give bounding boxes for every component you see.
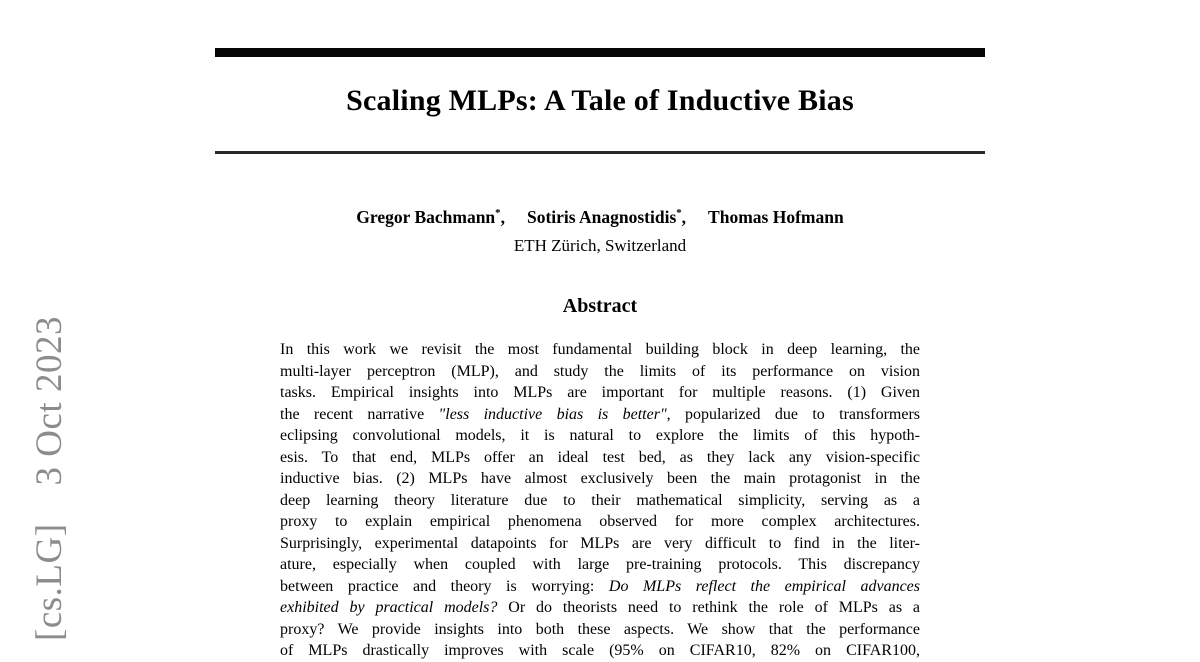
abstract-body [280,339,920,662]
abstract-line: deep learning theory literature due to their mathematical simplicity, serving as a [280,491,920,509]
abstract-line: eclipsing convolutional models, it is natural to explore the limits of this hypoth- [280,427,920,444]
abstract-line: ature, especially when coupled with large pre-training protocols. This discrepancy [280,556,920,573]
author-line [215,206,985,228]
abstract-heading: Abstract [562,295,638,317]
abstract-line: inductive bias. (2) MLPs have almost exclusively been the main protagonist in the [280,470,920,487]
abstract-line: exhibited by practical models? Or do theorists need to rethink the role of MLPs as a [280,599,921,616]
abstract-line: of MLPs drastically improves with scale (95% on CIFAR10, 82% on CIFAR100, [280,642,920,659]
paper-title: Scaling MLPs: A Tale of Inductive Bias [346,84,854,117]
abstract-line: Surprisingly, experimental datapoints for MLPs are very difficult to find in the liter- [280,534,920,552]
abstract-line: the recent narrative "less inductive bias is better", popularized due to transformers [280,405,920,423]
author-name: Thomas Hofmann [708,207,844,227]
arxiv-watermark: [cs.LG] 3 Oct 2023 [29,316,70,641]
title-rule-bottom [215,151,985,154]
abstract-line: In this work we revisit the most fundamental building block in deep learning, the [280,341,920,358]
abstract-line: proxy to explain empirical phenomena observed for more complex architectures. [280,513,920,530]
title-rule-top [215,48,985,57]
abstract-line: tasks. Empirical insights into MLPs are important for multiple reasons. (1) Given [280,384,920,401]
abstract-line: multi-layer perceptron (MLP), and study the limits of its performance on vision [280,362,920,380]
abstract-line: between practice and theory is worrying: Do MLPs reflect the empirical advances [280,577,921,595]
abstract-line: esis. To that end, MLPs offer an ideal test bed, as they lack any vision-specific [280,448,920,466]
affiliation: ETH Zürich, Switzerland [513,236,687,255]
author-name: Sotiris Anagnostidis* [526,207,682,227]
author-separator: , [500,207,505,227]
abstract-line: proxy? We provide insights into both these aspects. We show that the performance [280,620,920,638]
author-separator: , [681,207,687,227]
author-footnote-marker: * [676,207,682,220]
author-name: Gregor Bachmann* [356,207,501,227]
author-footnote-marker: * [495,207,501,220]
